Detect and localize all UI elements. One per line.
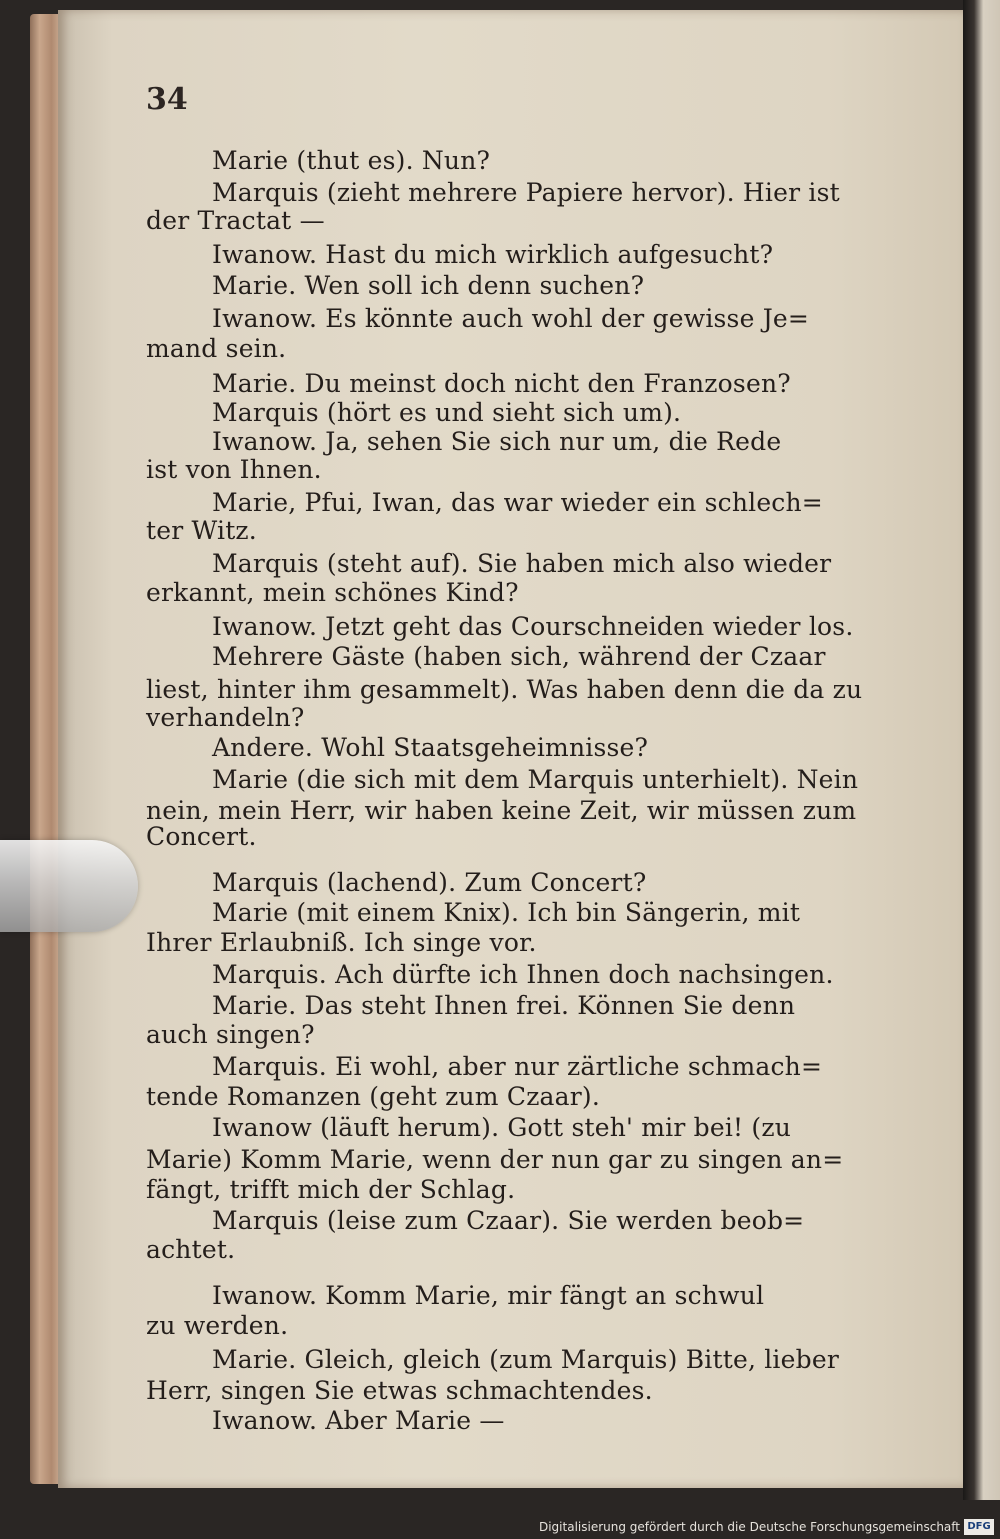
- text-line: Marquis (lachend). Zum Concert?: [212, 868, 647, 897]
- text-line: fängt, trifft mich der Schlag.: [146, 1175, 516, 1204]
- text-line: liest, hinter ihm gesammelt). Was haben denn die da zu: [146, 675, 863, 704]
- text-line: Andere. Wohl Staatsgeheimnisse?: [212, 733, 649, 762]
- text-line: Iwanow. Aber Marie —: [212, 1406, 505, 1435]
- text-line: Marie) Komm Marie, wenn der nun gar zu singen an=: [146, 1145, 844, 1174]
- text-line: zu werden.: [146, 1311, 289, 1340]
- text-line: Marquis (steht auf). Sie haben mich also wieder: [212, 549, 832, 578]
- text-line: verhandeln?: [146, 703, 305, 732]
- text-line: Marie (mit einem Knix). Ich bin Sängerin, mit: [212, 898, 801, 927]
- text-line: mand sein.: [146, 334, 287, 363]
- text-line: Marquis (leise zum Czaar). Sie werden beob=: [212, 1206, 805, 1235]
- text-line: Marquis. Ei wohl, aber nur zärtliche schmach=: [212, 1052, 823, 1081]
- text-line: achtet.: [146, 1235, 236, 1264]
- text-line: Ihrer Erlaubniß. Ich singe vor.: [146, 928, 537, 957]
- text-line: auch singen?: [146, 1020, 315, 1049]
- text-line: Iwanow. Komm Marie, mir fängt an schwul: [212, 1281, 765, 1310]
- text-line: Iwanow. Jetzt geht das Courschneiden wieder los.: [212, 612, 854, 641]
- dfg-logo: DFG: [964, 1519, 994, 1535]
- text-line: Marie. Gleich, gleich (zum Marquis) Bitte, lieber: [212, 1345, 839, 1374]
- text-line: tende Romanzen (geht zum Czaar).: [146, 1082, 601, 1111]
- digitization-credit: Digitalisierung gefördert durch die Deutsche Forschungsgemeinschaft: [538, 1520, 960, 1534]
- text-line: Iwanow. Hast du mich wirklich aufgesucht?: [212, 240, 774, 269]
- text-line: Marie (die sich mit dem Marquis unterhielt). Nein: [212, 765, 859, 794]
- text-line: Marie. Das steht Ihnen frei. Können Sie denn: [212, 991, 796, 1020]
- text-line: Iwanow. Es könnte auch wohl der gewisse Je=: [212, 304, 810, 333]
- scanner-thumb-holder: [0, 840, 138, 932]
- text-line: Mehrere Gäste (haben sich, während der Czaar: [212, 642, 826, 671]
- text-line: Marquis. Ach dürfte ich Ihnen doch nachsingen.: [212, 960, 834, 989]
- text-line: Iwanow (läuft herum). Gott steh' mir bei! (zu: [212, 1113, 792, 1142]
- text-line: ist von Ihnen.: [146, 455, 322, 484]
- text-line: Marquis (hört es und sieht sich um).: [212, 398, 682, 427]
- text-line: Marquis (zieht mehrere Papiere hervor). Hier ist: [212, 178, 840, 207]
- text-line: Marie. Du meinst doch nicht den Franzosen?: [212, 369, 791, 398]
- text-line: Marie. Wen soll ich denn suchen?: [212, 271, 645, 300]
- text-line: Marie (thut es). Nun?: [212, 146, 491, 175]
- text-line: Concert.: [146, 822, 257, 851]
- text-line: Marie, Pfui, Iwan, das war wieder ein schlech=: [212, 488, 823, 517]
- text-line: erkannt, mein schönes Kind?: [146, 578, 519, 607]
- text-line: der Tractat —: [146, 206, 325, 235]
- text-line: Herr, singen Sie etwas schmachtendes.: [146, 1376, 653, 1405]
- text-line: Iwanow. Ja, sehen Sie sich nur um, die Rede: [212, 427, 782, 456]
- page-number: 34: [146, 82, 188, 117]
- text-line: ter Witz.: [146, 516, 257, 545]
- facing-page-edge: [963, 0, 1000, 1500]
- text-line: nein, mein Herr, wir haben keine Zeit, wir müssen zum: [146, 796, 857, 825]
